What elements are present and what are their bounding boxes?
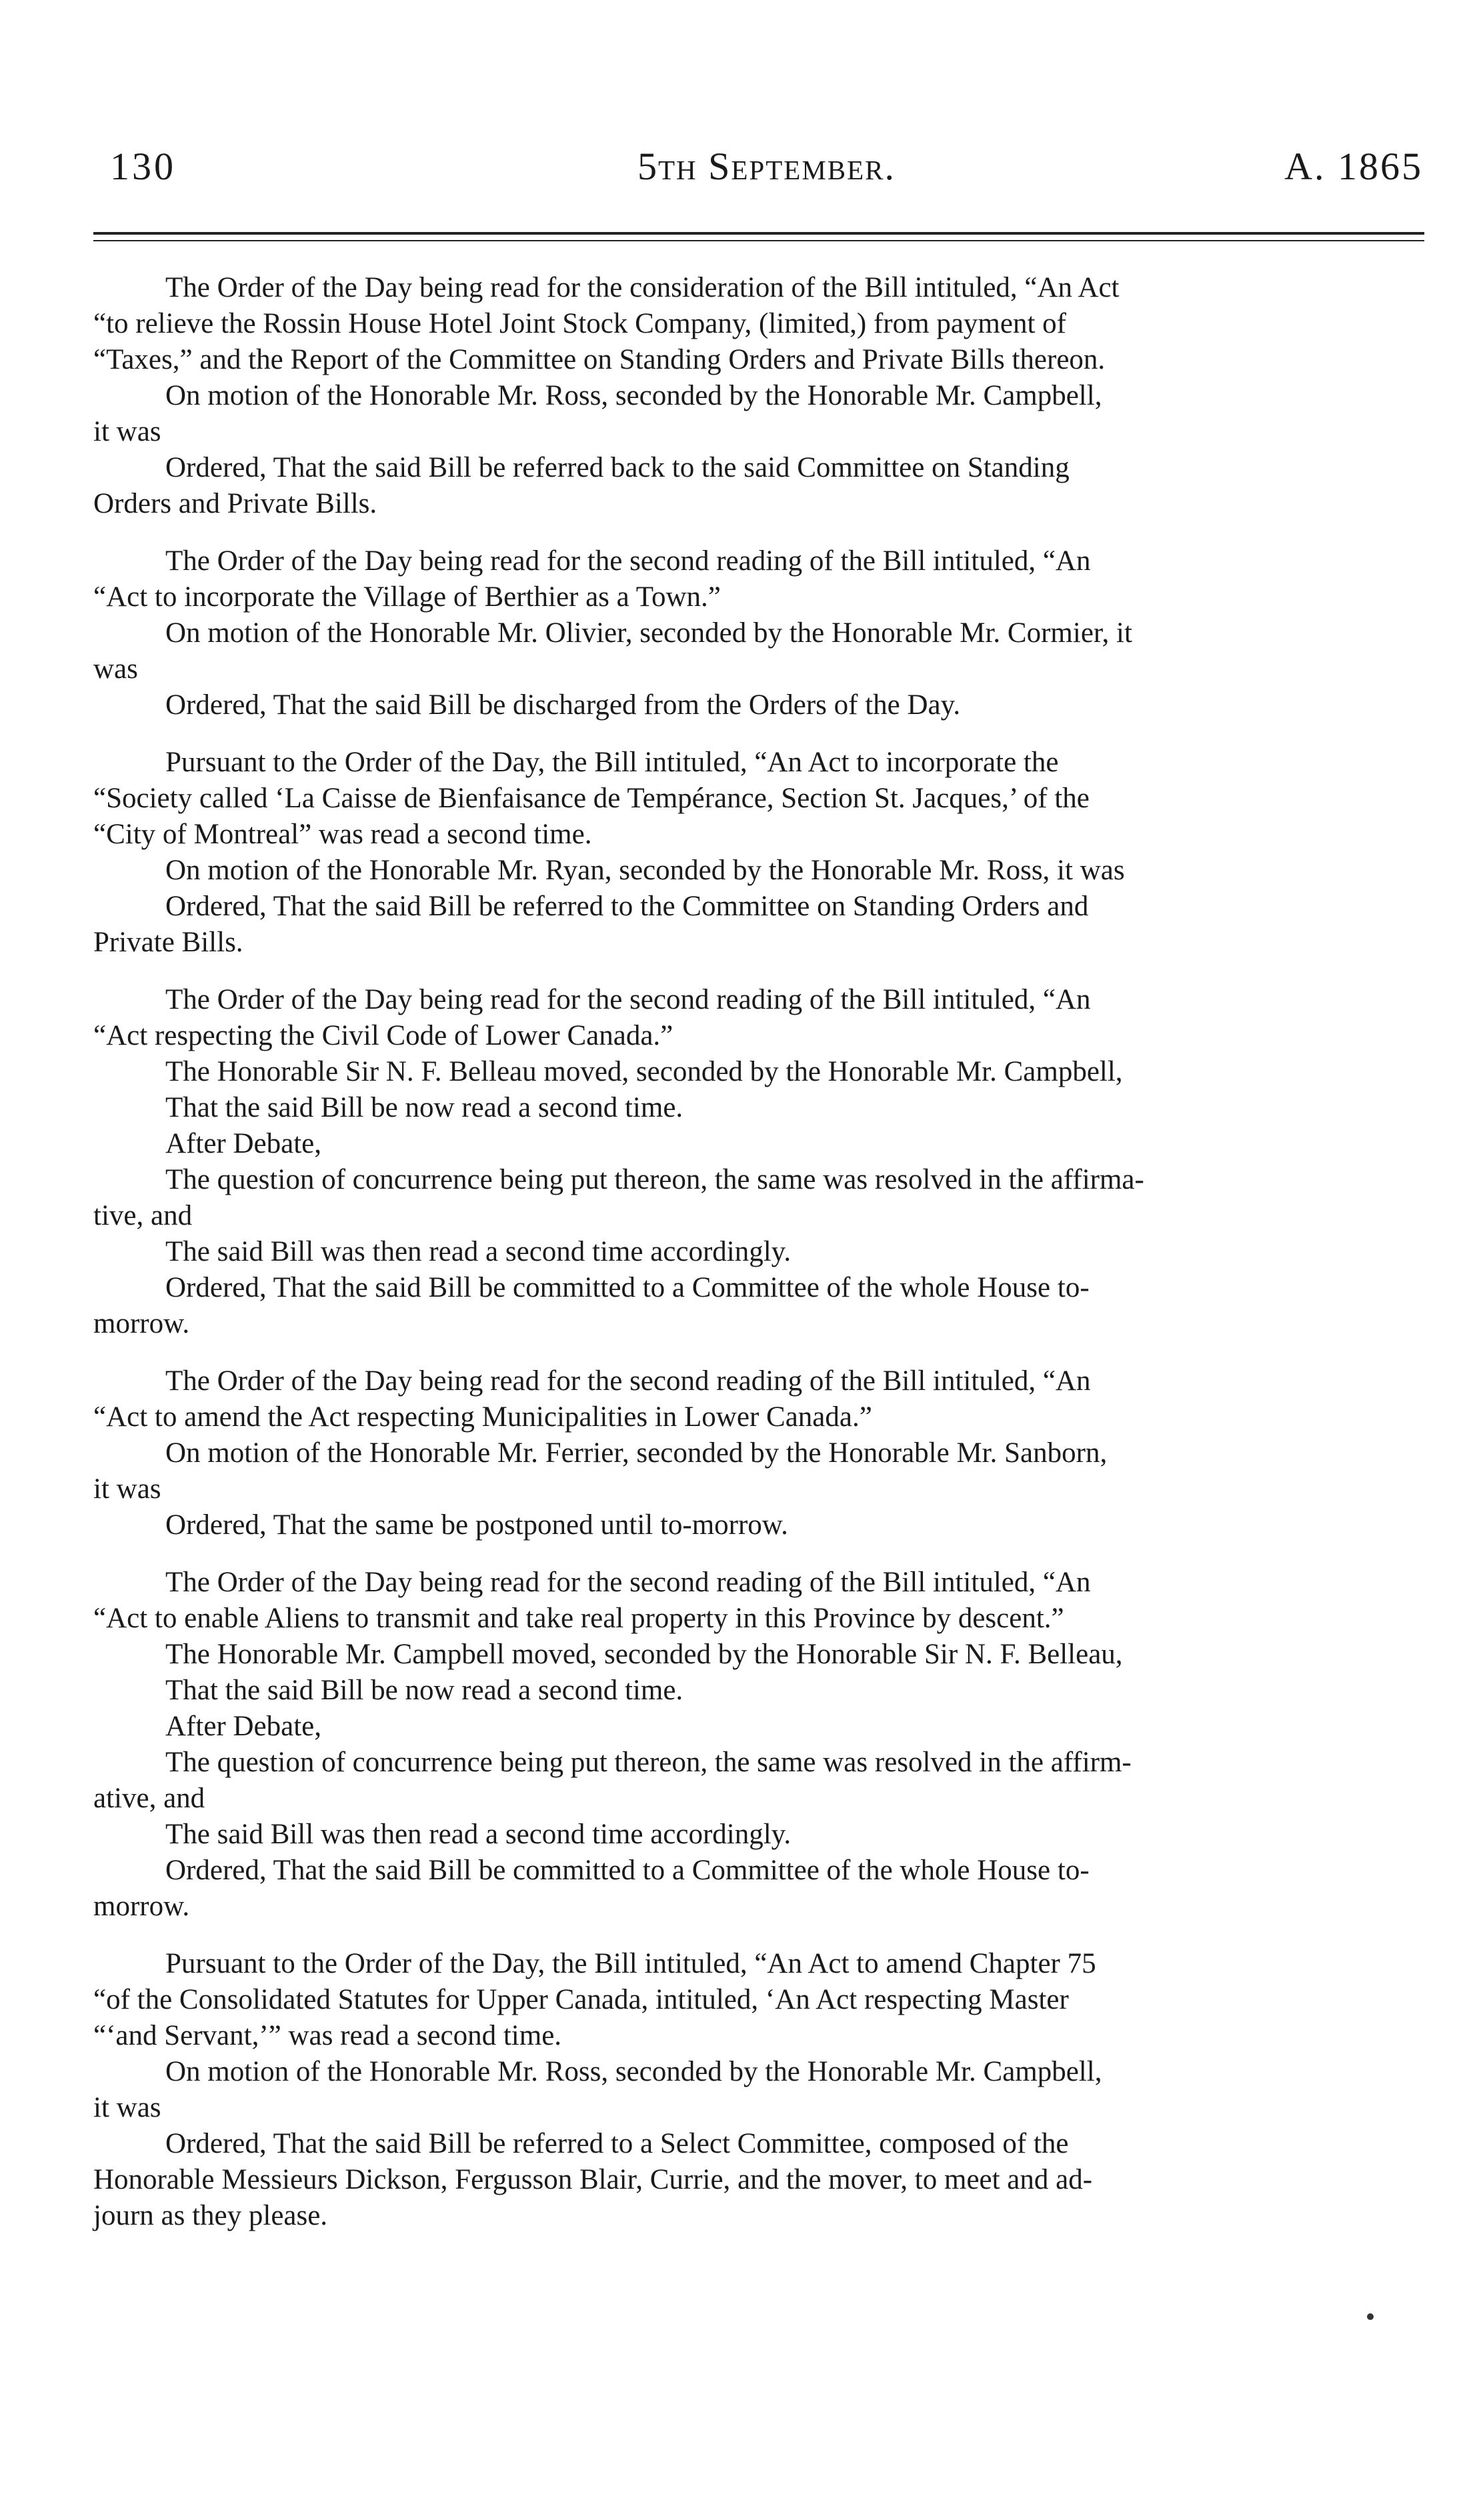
text-line: “of the Consolidated Statutes for Upper Canada, intituled, ‘An Act respecting Master xyxy=(93,1984,1069,2015)
page-date: 5th September. xyxy=(637,145,896,188)
text-line: Ordered, That the said Bill be referred to the Committee on Standing Orders and xyxy=(165,891,1089,922)
text-line: The Order of the Day being read for the consideration of the Bill intituled, “An Act xyxy=(165,272,1120,303)
journal-entry xyxy=(93,1363,1411,1543)
journal-body xyxy=(93,270,1411,2255)
text-line: ative, and xyxy=(93,1783,205,1814)
text-line: After Debate, xyxy=(165,1711,321,1742)
text-line: Ordered, That the same be postponed until to-morrow. xyxy=(165,1509,788,1541)
text-line: journ as they please. xyxy=(93,2200,328,2231)
text-line: The question of concurrence being put thereon, the same was resolved in the affirm- xyxy=(165,1747,1132,1778)
journal-entry xyxy=(93,270,1411,522)
text-line: The Order of the Day being read for the second reading of the Bill intituled, “An xyxy=(165,1365,1091,1397)
text-line: morrow. xyxy=(93,1891,190,1922)
text-line: “‘and Servant,’” was read a second time. xyxy=(93,2020,562,2051)
text-line: Ordered, That the said Bill be discharged from the Orders of the Day. xyxy=(165,689,961,721)
page-header xyxy=(110,137,1423,197)
page-number: 130 xyxy=(110,145,176,188)
text-line: Ordered, That the said Bill be referred to a Select Committee, composed of the xyxy=(165,2128,1069,2159)
text-line: Private Bills. xyxy=(93,927,243,958)
text-line: was xyxy=(93,653,138,685)
text-line: “to relieve the Rossin House Hotel Joint Stock Company, (limited,) from payment of xyxy=(93,308,1066,339)
text-line: After Debate, xyxy=(165,1128,321,1159)
ink-speck xyxy=(1367,2313,1374,2320)
page-year: A. 1865 xyxy=(1284,145,1423,188)
text-line: On motion of the Honorable Mr. Ferrier, seconded by the Honorable Mr. Sanborn, xyxy=(165,1437,1108,1469)
text-line: Honorable Messieurs Dickson, Fergusson Blair, Currie, and the mover, to meet and ad- xyxy=(93,2164,1093,2195)
text-line: “Taxes,” and the Report of the Committee on Standing Orders and Private Bills thereon. xyxy=(93,344,1106,375)
text-line: The Order of the Day being read for the second reading of the Bill intituled, “An xyxy=(165,545,1091,577)
text-line: tive, and xyxy=(93,1200,193,1231)
text-line: On motion of the Honorable Mr. Olivier, seconded by the Honorable Mr. Cormier, it xyxy=(165,617,1132,649)
text-line: “Act to enable Aliens to transmit and take real property in this Province by descent.” xyxy=(93,1603,1064,1634)
text-line: The question of concurrence being put thereon, the same was resolved in the affirma- xyxy=(165,1164,1144,1195)
text-line: Orders and Private Bills. xyxy=(93,488,377,519)
text-line: “Society called ‘La Caisse de Bienfaisance de Tempérance, Section St. Jacques,’ of the xyxy=(93,783,1090,814)
text-line: Ordered, That the said Bill be committed to a Committee of the whole House to- xyxy=(165,1272,1090,1303)
journal-entry xyxy=(93,982,1411,1342)
text-line: That the said Bill be now read a second time. xyxy=(165,1092,683,1123)
journal-entry xyxy=(93,1946,1411,2234)
text-line: “Act to amend the Act respecting Municipalities in Lower Canada.” xyxy=(93,1401,872,1433)
text-line: it was xyxy=(93,2092,161,2123)
journal-entry xyxy=(93,745,1411,961)
text-line: On motion of the Honorable Mr. Ross, seconded by the Honorable Mr. Campbell, xyxy=(165,380,1102,411)
journal-entry xyxy=(93,1565,1411,1925)
header-rule-thin xyxy=(93,240,1424,241)
text-line: Ordered, That the said Bill be committed to a Committee of the whole House to- xyxy=(165,1855,1090,1886)
text-line: Pursuant to the Order of the Day, the Bill intituled, “An Act to incorporate the xyxy=(165,747,1059,778)
text-line: On motion of the Honorable Mr. Ryan, seconded by the Honorable Mr. Ross, it was xyxy=(165,855,1125,886)
text-line: “City of Montreal” was read a second time. xyxy=(93,819,592,850)
text-line: it was xyxy=(93,416,161,447)
text-line: “Act to incorporate the Village of Berthier as a Town.” xyxy=(93,581,721,613)
text-line: Ordered, That the said Bill be referred back to the said Committee on Standing xyxy=(165,452,1070,483)
text-line: “Act respecting the Civil Code of Lower Canada.” xyxy=(93,1020,673,1051)
text-line: The said Bill was then read a second time accordingly. xyxy=(165,1819,792,1850)
text-line: The said Bill was then read a second time accordingly. xyxy=(165,1236,792,1267)
text-line: The Order of the Day being read for the second reading of the Bill intituled, “An xyxy=(165,984,1091,1015)
text-line: The Honorable Sir N. F. Belleau moved, seconded by the Honorable Mr. Campbell, xyxy=(165,1056,1123,1087)
header-rule-thick xyxy=(93,232,1424,235)
text-line: That the said Bill be now read a second time. xyxy=(165,1675,683,1706)
journal-entry xyxy=(93,543,1411,723)
text-line: On motion of the Honorable Mr. Ross, seconded by the Honorable Mr. Campbell, xyxy=(165,2056,1102,2087)
text-line: The Order of the Day being read for the second reading of the Bill intituled, “An xyxy=(165,1567,1091,1598)
text-line: morrow. xyxy=(93,1308,190,1339)
text-line: it was xyxy=(93,1473,161,1505)
text-line: Pursuant to the Order of the Day, the Bill intituled, “An Act to amend Chapter 75 xyxy=(165,1948,1096,1979)
text-line: The Honorable Mr. Campbell moved, seconded by the Honorable Sir N. F. Belleau, xyxy=(165,1639,1123,1670)
